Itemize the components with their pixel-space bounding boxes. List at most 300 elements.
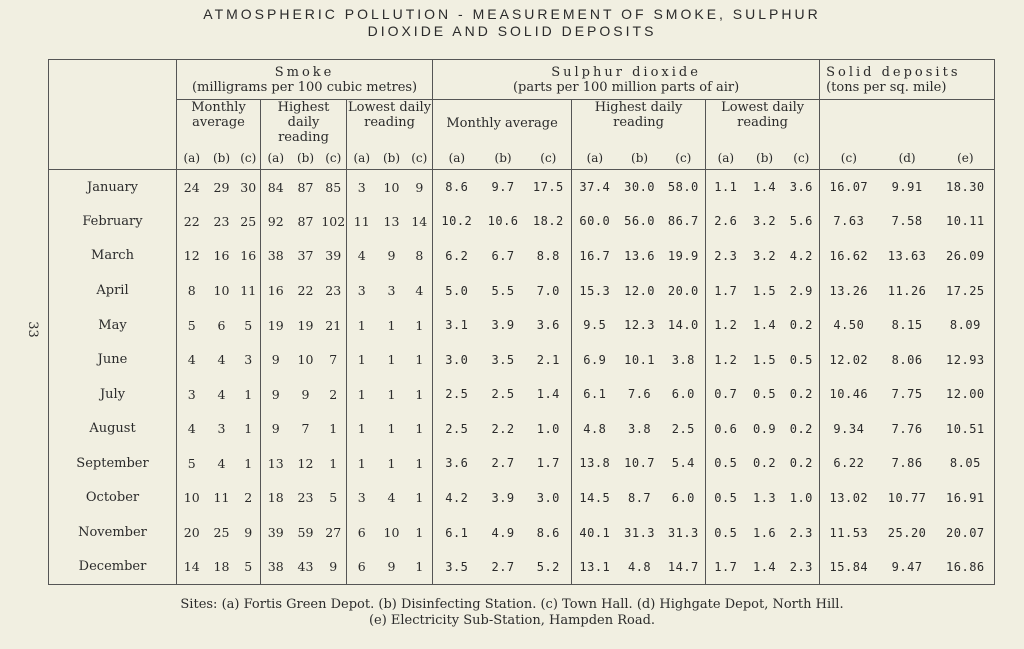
smoke-lowest-daily-header: Lowest daily reading	[347, 100, 433, 148]
solid-sub-header-empty	[820, 100, 995, 148]
value-cell: 1.5	[752, 283, 777, 298]
value-cell: 1.2	[714, 352, 738, 367]
value-cell: 3	[357, 490, 366, 506]
value-cell: 5.2	[526, 550, 572, 585]
value-cell: 39	[321, 239, 347, 274]
value-cell: 6.7	[491, 248, 515, 263]
month-cell: February	[49, 204, 177, 239]
value-cell: 2.7	[491, 456, 515, 471]
value-cell: 3.2	[752, 248, 777, 263]
value-cell: 8.7	[627, 490, 652, 505]
value-cell: 4	[217, 455, 226, 471]
value-cell: 16.07	[829, 180, 869, 195]
value-cell: 4	[357, 248, 366, 264]
value-cell: 0.5	[714, 490, 738, 505]
col-letter: (c)	[407, 148, 433, 170]
value-cell: 5	[321, 481, 347, 516]
value-cell: 1	[387, 386, 396, 402]
col-letter: (b)	[377, 148, 407, 170]
value-cell: 1.3	[752, 490, 777, 505]
value-cell: 13.63	[887, 248, 927, 263]
value-cell: 1	[407, 515, 433, 550]
value-cell: 4	[387, 490, 396, 506]
table-row	[49, 342, 995, 377]
value-cell: 8.09	[937, 308, 995, 343]
value-cell: 43	[291, 550, 321, 585]
value-cell: 10	[297, 352, 314, 368]
value-cell: 12.93	[937, 342, 995, 377]
table-row	[49, 308, 995, 343]
value-cell: 8.8	[526, 239, 572, 274]
value-cell: 1	[321, 446, 347, 481]
month-cell: September	[49, 446, 177, 481]
value-cell: 2	[321, 377, 347, 412]
value-cell: 0.5	[714, 456, 738, 471]
value-cell: 3	[187, 386, 196, 402]
value-cell: 10.11	[937, 204, 995, 239]
value-cell: 11.26	[887, 283, 927, 298]
value-cell: 5	[187, 317, 196, 333]
value-cell: 10	[183, 490, 200, 506]
value-cell: 3	[357, 283, 366, 299]
sites-footnote-line-2: (e) Electricity Sub-Station, Hampden Road.	[368, 613, 656, 628]
col-letter: (c)	[820, 148, 878, 170]
value-cell: 1.6	[752, 525, 777, 540]
value-cell: 8.6	[445, 180, 469, 195]
value-cell: 6.9	[583, 352, 607, 367]
month-cell: October	[49, 481, 177, 516]
value-cell: 38	[261, 550, 291, 585]
value-cell: 20.0	[662, 273, 706, 308]
value-cell: 9.7	[491, 180, 515, 195]
value-cell: 12	[183, 248, 200, 264]
value-cell: 1	[357, 386, 366, 402]
value-cell: 5	[187, 455, 196, 471]
value-cell: 23	[213, 213, 230, 229]
value-cell: 1	[407, 412, 433, 447]
value-cell: 25.20	[887, 525, 927, 540]
value-cell: 1	[407, 481, 433, 516]
value-cell: 4	[217, 386, 226, 402]
month-cell: April	[49, 273, 177, 308]
value-cell: 0.2	[752, 456, 777, 471]
value-cell: 23	[297, 490, 314, 506]
value-cell: 1.5	[752, 352, 777, 367]
value-cell: 14.7	[662, 550, 706, 585]
value-cell: 8.15	[891, 318, 923, 333]
value-cell: 29	[213, 179, 230, 195]
value-cell: 17.5	[526, 170, 572, 205]
value-cell: 3.5	[491, 352, 515, 367]
value-cell: 26.09	[937, 239, 995, 274]
value-cell: 1	[321, 412, 347, 447]
value-cell: 13	[383, 213, 400, 229]
value-cell: 3.0	[445, 352, 469, 367]
value-cell: 7.6	[627, 387, 652, 402]
value-cell: 39	[267, 525, 284, 541]
value-cell: 2.5	[445, 421, 469, 436]
table-row	[49, 481, 995, 516]
value-cell: 9	[387, 248, 396, 264]
value-cell: 4	[407, 273, 433, 308]
value-cell: 18	[267, 490, 284, 506]
smoke-group-header	[177, 60, 433, 100]
value-cell: 0.6	[714, 421, 738, 436]
value-cell: 11	[237, 273, 261, 308]
value-cell: 9.34	[833, 421, 865, 436]
col-letter: (c)	[662, 148, 706, 170]
col-letter: (a)	[433, 148, 481, 170]
value-cell: 3	[237, 342, 261, 377]
value-cell: 2.3	[784, 550, 820, 585]
value-cell: 10	[383, 525, 400, 541]
col-letter: (c)	[237, 148, 261, 170]
value-cell: 92	[267, 213, 284, 229]
value-cell: 84	[267, 179, 284, 195]
sulphur-group-header	[433, 60, 820, 100]
value-cell: 5.0	[445, 283, 469, 298]
value-cell: 4	[187, 421, 196, 437]
value-cell: 14.5	[579, 490, 611, 505]
value-cell: 7	[301, 421, 310, 437]
value-cell: 3.9	[491, 318, 515, 333]
value-cell: 16	[213, 248, 230, 264]
value-cell: 2.6	[714, 214, 738, 229]
value-cell: 0.5	[752, 387, 777, 402]
value-cell: 1	[237, 412, 261, 447]
value-cell: 1	[357, 421, 366, 437]
solid-header-unit: (tons per sq. mile)	[826, 79, 947, 95]
value-cell: 4.50	[833, 318, 865, 333]
value-cell: 10.46	[829, 387, 869, 402]
month-cell: July	[49, 377, 177, 412]
value-cell: 12.0	[624, 283, 656, 298]
value-cell: 24	[183, 179, 200, 195]
value-cell: 12	[297, 455, 314, 471]
value-cell: 3.1	[445, 318, 469, 333]
value-cell: 59	[297, 525, 314, 541]
value-cell: 3.0	[526, 481, 572, 516]
value-cell: 0.9	[752, 421, 777, 436]
value-cell: 13.02	[829, 490, 869, 505]
value-cell: 1	[237, 377, 261, 412]
value-cell: 16.7	[579, 248, 611, 263]
page-title-line-1: ATMOSPHERIC POLLUTION - MEASUREMENT OF SMOKE, SULPHUR	[203, 6, 821, 22]
value-cell: 10.51	[937, 412, 995, 447]
value-cell: 10.2	[441, 214, 473, 229]
solid-group-header	[820, 60, 995, 100]
value-cell: 19	[267, 317, 284, 333]
value-cell: 3.2	[752, 214, 777, 229]
value-cell: 3.9	[491, 490, 515, 505]
value-cell: 12.00	[937, 377, 995, 412]
value-cell: 85	[321, 170, 347, 205]
value-cell: 7.76	[891, 421, 923, 436]
col-letter: (a)	[347, 148, 377, 170]
value-cell: 16.86	[937, 550, 995, 585]
value-cell: 8.6	[526, 515, 572, 550]
month-cell: December	[49, 550, 177, 585]
sulphur-monthly-average-header: Monthly average	[433, 100, 572, 148]
value-cell: 9	[271, 386, 280, 402]
value-cell: 10.77	[887, 490, 927, 505]
value-cell: 3	[217, 421, 226, 437]
value-cell: 3.8	[627, 421, 652, 436]
table-row	[49, 273, 995, 308]
value-cell: 7.58	[891, 214, 923, 229]
value-cell: 2.5	[491, 387, 515, 402]
value-cell: 2.5	[662, 412, 706, 447]
value-cell: 38	[267, 248, 284, 264]
value-cell: 17.25	[937, 273, 995, 308]
value-cell: 1.4	[526, 377, 572, 412]
value-cell: 1	[407, 308, 433, 343]
sulphur-header-name: Sulphur dioxide	[551, 64, 701, 80]
value-cell: 5.4	[662, 446, 706, 481]
value-cell: 30.0	[624, 180, 656, 195]
col-letter: (c)	[526, 148, 572, 170]
value-cell: 11	[213, 490, 230, 506]
value-cell: 3	[357, 179, 366, 195]
value-cell: 1	[357, 317, 366, 333]
value-cell: 16.62	[829, 248, 869, 263]
value-cell: 5	[237, 550, 261, 585]
value-cell: 9.5	[583, 318, 607, 333]
value-cell: 0.2	[784, 446, 820, 481]
value-cell: 1	[407, 377, 433, 412]
value-cell: 4	[187, 352, 196, 368]
table-row	[49, 204, 995, 239]
value-cell: 31.3	[662, 515, 706, 550]
value-cell: 25	[213, 525, 230, 541]
col-letter: (a)	[261, 148, 291, 170]
value-cell: 2.9	[784, 273, 820, 308]
sites-footnote-line-1: Sites: (a) Fortis Green Depot. (b) Disinfecting Station. (c) Town Hall. (d) Highgate Depot, North Hill.	[180, 597, 844, 612]
value-cell: 11.53	[829, 525, 869, 540]
value-cell: 2.5	[445, 387, 469, 402]
value-cell: 4	[217, 352, 226, 368]
value-cell: 9	[237, 515, 261, 550]
value-cell: 9	[271, 421, 280, 437]
value-cell: 9	[377, 550, 407, 585]
month-cell: January	[49, 170, 177, 205]
value-cell: 0.2	[784, 308, 820, 343]
value-cell: 1.4	[752, 318, 777, 333]
smoke-monthly-average-header: Monthly average	[177, 100, 261, 148]
month-cell: May	[49, 308, 177, 343]
col-letter: (d)	[878, 148, 937, 170]
value-cell: 1.7	[714, 283, 738, 298]
value-cell: 1	[407, 342, 433, 377]
value-cell: 16	[267, 283, 284, 299]
value-cell: 7.0	[526, 273, 572, 308]
value-cell: 37	[297, 248, 314, 264]
sulphur-highest-daily-header: Highest daily reading	[572, 100, 706, 148]
value-cell: 4.9	[491, 525, 515, 540]
value-cell: 7	[321, 342, 347, 377]
smoke-header-name: Smoke	[274, 64, 335, 80]
value-cell: 8	[407, 239, 433, 274]
table-row	[49, 170, 995, 205]
value-cell: 1.2	[714, 318, 738, 333]
value-cell: 3.6	[526, 308, 572, 343]
value-cell: 1	[387, 455, 396, 471]
value-cell: 23	[321, 273, 347, 308]
value-cell: 60.0	[579, 214, 611, 229]
col-letter: (b)	[481, 148, 526, 170]
value-cell: 13	[267, 455, 284, 471]
page-number: 33	[24, 321, 40, 338]
value-cell: 8	[187, 283, 196, 299]
value-cell: 16.91	[937, 481, 995, 516]
col-letter: (e)	[937, 148, 995, 170]
value-cell: 13.26	[829, 283, 869, 298]
value-cell: 10.6	[487, 214, 519, 229]
value-cell: 10	[213, 283, 230, 299]
value-cell: 13.1	[572, 550, 618, 585]
value-cell: 19.9	[662, 239, 706, 274]
value-cell: 10.7	[624, 456, 656, 471]
value-cell: 6	[217, 317, 226, 333]
value-cell: 1.4	[752, 180, 777, 195]
value-cell: 1.7	[526, 446, 572, 481]
value-cell: 2.3	[714, 248, 738, 263]
value-cell: 3.8	[662, 342, 706, 377]
value-cell: 7.86	[891, 456, 923, 471]
value-cell: 27	[321, 515, 347, 550]
value-cell: 22	[183, 213, 200, 229]
value-cell: 6	[357, 525, 366, 541]
value-cell: 2.1	[526, 342, 572, 377]
value-cell: 1	[387, 317, 396, 333]
col-letter: (b)	[746, 148, 784, 170]
value-cell: 25	[237, 204, 261, 239]
table-row	[49, 550, 995, 585]
table-row	[49, 446, 995, 481]
value-cell: 3	[387, 283, 396, 299]
value-cell: 18.30	[937, 170, 995, 205]
value-cell: 20	[183, 525, 200, 541]
value-cell: 6.0	[662, 377, 706, 412]
smoke-highest-daily-header: Highest daily reading	[261, 100, 347, 148]
table-row	[49, 412, 995, 447]
value-cell: 1	[387, 421, 396, 437]
value-cell: 1	[357, 352, 366, 368]
value-cell: 7.75	[891, 387, 923, 402]
value-cell: 0.5	[714, 525, 738, 540]
value-cell: 10	[383, 179, 400, 195]
value-cell: 0.2	[784, 377, 820, 412]
value-cell: 40.1	[579, 525, 611, 540]
col-letter: (b)	[207, 148, 237, 170]
value-cell: 5	[237, 308, 261, 343]
table-row	[49, 515, 995, 550]
col-letter: (b)	[618, 148, 662, 170]
value-cell: 1	[407, 550, 433, 585]
value-cell: 21	[321, 308, 347, 343]
month-cell: August	[49, 412, 177, 447]
value-cell: 4.2	[784, 239, 820, 274]
table-body	[49, 170, 995, 585]
value-cell: 16	[237, 239, 261, 274]
value-cell: 10.1	[624, 352, 656, 367]
value-cell: 7.63	[833, 214, 865, 229]
value-cell: 3.6	[784, 170, 820, 205]
value-cell: 4.8	[618, 550, 662, 585]
value-cell: 0.2	[784, 412, 820, 447]
value-cell: 56.0	[624, 214, 656, 229]
value-cell: 86.7	[662, 204, 706, 239]
value-cell: 6.1	[445, 525, 469, 540]
value-cell: 18	[207, 550, 237, 585]
corner-header-cell	[49, 60, 177, 170]
value-cell: 15.3	[579, 283, 611, 298]
value-cell: 20.07	[937, 515, 995, 550]
value-cell: 9	[321, 550, 347, 585]
value-cell: 1.7	[706, 550, 746, 585]
value-cell: 6	[347, 550, 377, 585]
value-cell: 2.3	[784, 515, 820, 550]
value-cell: 9	[407, 170, 433, 205]
pollution-table	[48, 59, 995, 585]
col-letter: (c)	[784, 148, 820, 170]
table-row	[49, 239, 995, 274]
value-cell: 30	[237, 170, 261, 205]
value-cell: 87	[297, 179, 314, 195]
page-title-line-2: DIOXIDE AND SOLID DEPOSITS	[367, 23, 657, 39]
value-cell: 5.6	[784, 204, 820, 239]
month-cell: November	[49, 515, 177, 550]
value-cell: 18.2	[526, 204, 572, 239]
value-cell: 102	[321, 204, 347, 239]
value-cell: 12.02	[829, 352, 869, 367]
table-row	[49, 377, 995, 412]
value-cell: 1	[387, 352, 396, 368]
value-cell: 9	[301, 386, 310, 402]
value-cell: 4.2	[445, 490, 469, 505]
col-letter: (b)	[291, 148, 321, 170]
value-cell: 9.47	[878, 550, 937, 585]
value-cell: 4.8	[583, 421, 607, 436]
value-cell: 6.22	[833, 456, 865, 471]
value-cell: 1.0	[526, 412, 572, 447]
value-cell: 14.0	[662, 308, 706, 343]
value-cell: 6.2	[445, 248, 469, 263]
sulphur-lowest-daily-header: Lowest daily reading	[706, 100, 820, 148]
value-cell: 1.4	[746, 550, 784, 585]
value-cell: 3.5	[433, 550, 481, 585]
value-cell: 37.4	[579, 180, 611, 195]
sulphur-header-unit: (parts per 100 million parts of air)	[512, 79, 740, 95]
value-cell: 12.3	[624, 318, 656, 333]
value-cell: 15.84	[820, 550, 878, 585]
value-cell: 1	[357, 455, 366, 471]
smoke-header-unit: (milligrams per 100 cubic metres)	[191, 79, 418, 95]
value-cell: 9	[271, 352, 280, 368]
value-cell: 1.1	[714, 180, 738, 195]
col-letter: (a)	[572, 148, 618, 170]
value-cell: 6.1	[583, 387, 607, 402]
value-cell: 11	[353, 213, 370, 229]
col-letter: (a)	[706, 148, 746, 170]
value-cell: 1.0	[784, 481, 820, 516]
value-cell: 0.5	[784, 342, 820, 377]
value-cell: 14	[407, 204, 433, 239]
value-cell: 1	[407, 446, 433, 481]
value-cell: 19	[297, 317, 314, 333]
month-cell: March	[49, 239, 177, 274]
value-cell: 5.5	[491, 283, 515, 298]
